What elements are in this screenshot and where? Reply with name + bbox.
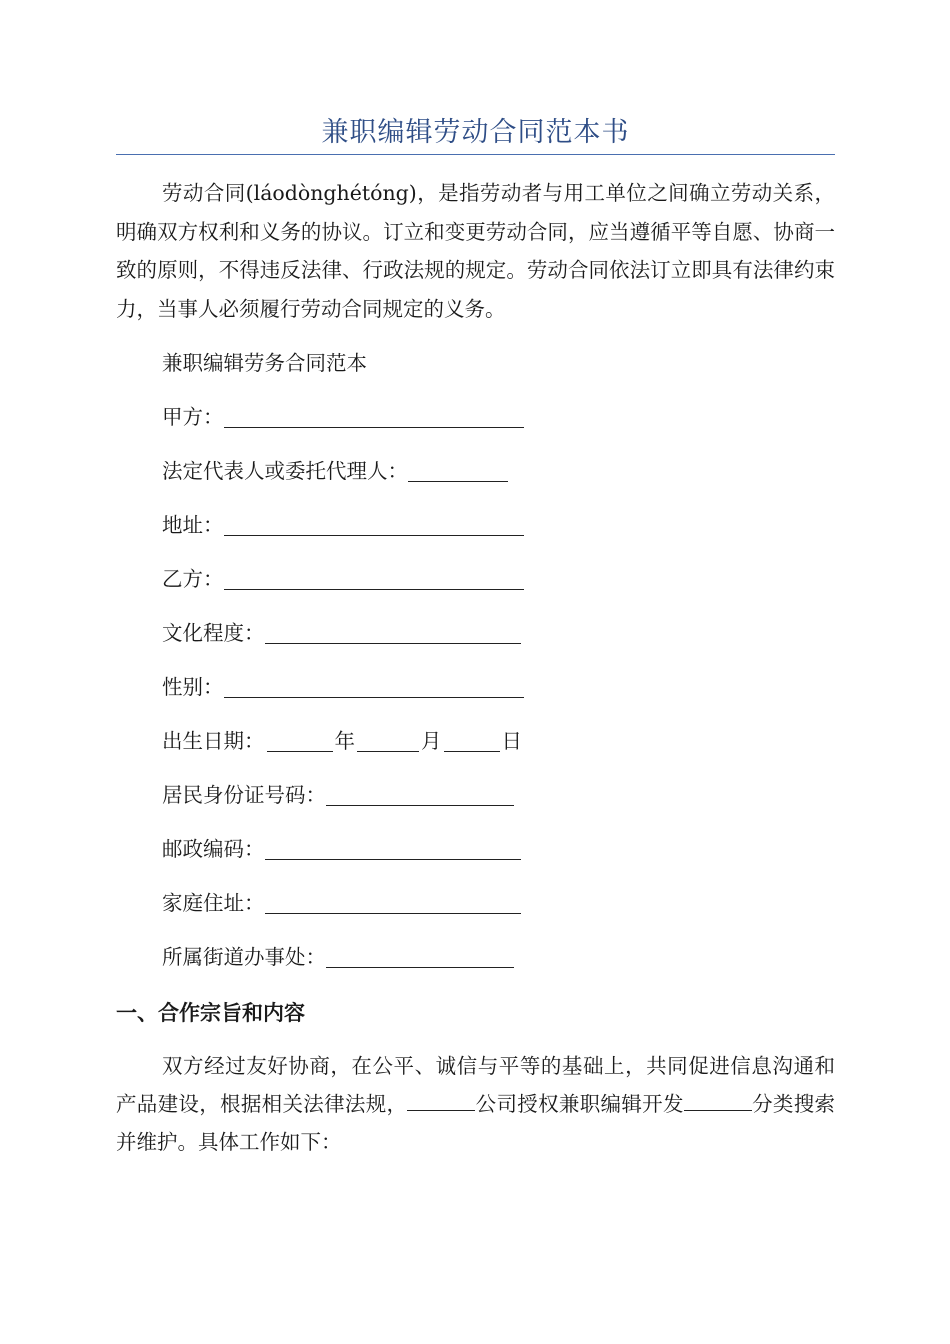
field-address (162, 506, 524, 544)
blank-line[interactable] (224, 509, 524, 536)
field-birth-date (162, 722, 522, 760)
intro-paragraph: 劳动合同(láodònghétóng)，是指劳动者与用工单位之间确立劳动关系，明确双方权利和义务的协议。订立和变更劳动合同，应当遵循平等自愿、协商一致的原则，不得违反法律、行政法规的规定。劳动合同依法订立即具有法律约束力，当事人必须履行劳动合同规定的义务。 (116, 181, 835, 321)
blank-line[interactable] (224, 671, 524, 698)
field-gender (162, 668, 524, 706)
field-id-number (162, 776, 514, 814)
blank-line[interactable] (326, 941, 514, 968)
blank-company[interactable] (407, 1088, 475, 1111)
field-label: 文化程度： (162, 621, 265, 645)
form-subtitle: 兼职编辑劳务合同范本 (162, 351, 367, 375)
field-label: 家庭住址： (162, 891, 265, 915)
field-legal-rep (162, 452, 508, 490)
month-unit: 月 (421, 729, 442, 753)
paragraph-text: 公司授权兼职编辑开发 (475, 1092, 684, 1116)
blank-day[interactable] (444, 725, 500, 752)
blank-line[interactable] (408, 455, 508, 482)
document-title: 兼职编辑劳动合同范本书 (321, 117, 630, 148)
paragraph-text: 分类搜索并维护。具体工作如下： (116, 1092, 836, 1154)
field-education (162, 614, 521, 652)
blank-line[interactable] (224, 401, 524, 428)
field-postal-code (162, 830, 521, 868)
field-label: 所属街道办事处： (162, 945, 326, 969)
field-label: 居民身份证号码： (162, 783, 326, 807)
field-home-address (162, 884, 521, 922)
field-street-office (162, 938, 514, 976)
blank-month[interactable] (357, 725, 419, 752)
field-label: 邮政编码： (162, 837, 265, 861)
field-label: 性别： (162, 675, 224, 699)
field-label: 法定代表人或委托代理人： (162, 459, 408, 483)
field-label: 乙方： (162, 567, 224, 591)
blank-line[interactable] (265, 833, 521, 860)
blank-year[interactable] (267, 725, 333, 752)
field-label: 甲方： (162, 405, 224, 429)
blank-line[interactable] (265, 887, 521, 914)
field-party-a (162, 398, 524, 436)
field-label: 出生日期： (162, 729, 265, 753)
field-party-b (162, 560, 524, 598)
section-heading: 一、合作宗旨和内容 (116, 1001, 305, 1025)
blank-category[interactable] (684, 1088, 752, 1111)
blank-line[interactable] (224, 563, 524, 590)
title-divider (116, 154, 835, 155)
field-label: 地址： (162, 513, 224, 537)
section-paragraph (116, 1047, 835, 1161)
year-unit: 年 (334, 729, 355, 753)
day-unit: 日 (501, 729, 522, 753)
blank-line[interactable] (326, 779, 514, 806)
paragraph-text: 双方经过友好协商，在公平、诚信与平等的基础上，共同促进信息沟通和产品建设，根据相关法律法规， (116, 1054, 835, 1116)
blank-line[interactable] (265, 617, 521, 644)
